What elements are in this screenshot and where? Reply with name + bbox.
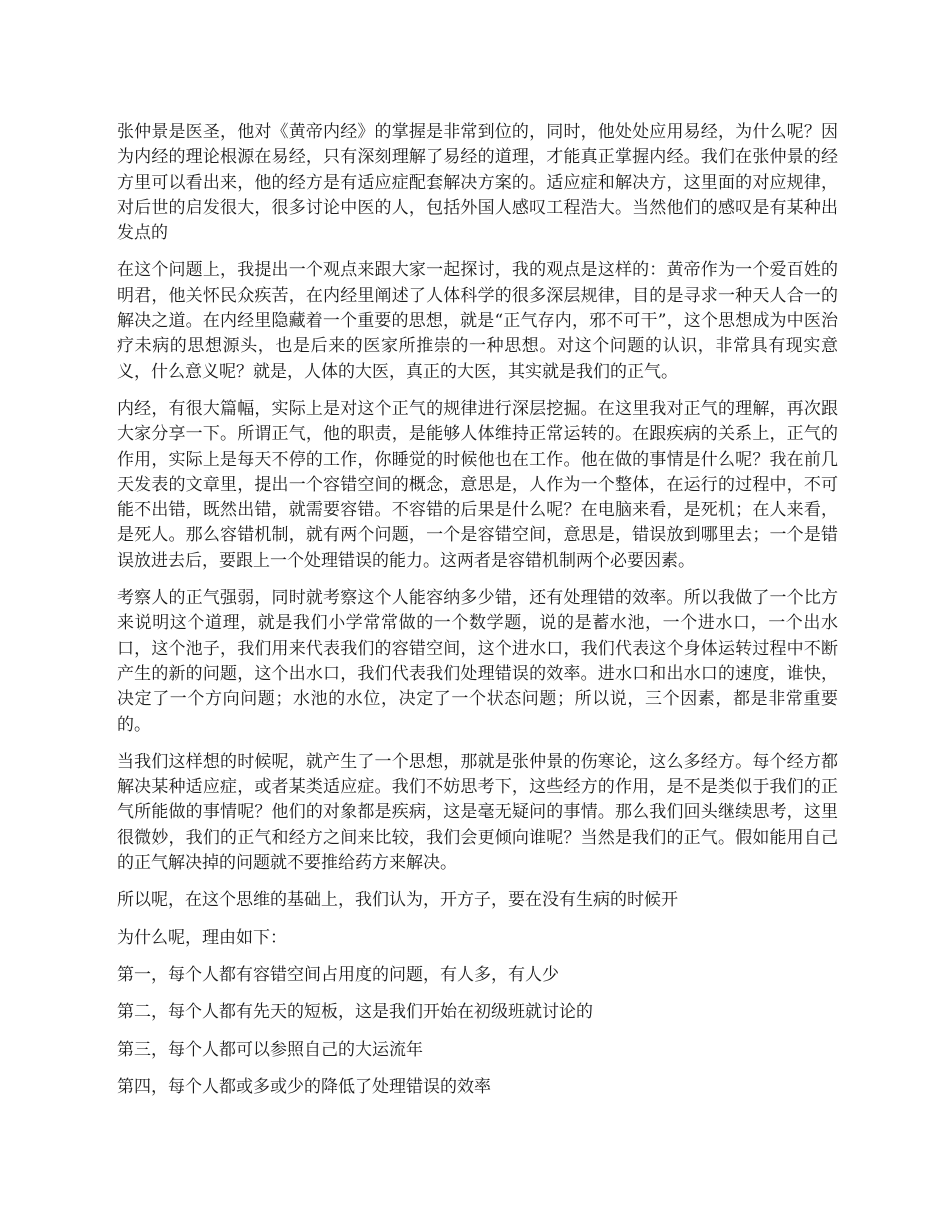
list-item-4: 第四，每个人都或多或少的降低了处理错误的效率 xyxy=(117,1076,491,1097)
list-item-1: 第一，每个人都有容错空间占用度的问题，有人多，有人少 xyxy=(117,964,559,985)
list-item-2: 第二，每个人都有先天的短板，这是我们开始在初级班就讨论的 xyxy=(117,1002,593,1023)
paragraph-4: 考察人的正气强弱，同时就考察这个人能容纳多少错，还有处理错的效率。所以我做了一个比方来说明这个道理，就是我们小学常常做的一个数学题，说的是蓄水池，一个进水口，一个出水口，这个池子，我们用来代表我们的容错空间，这个进水口，我们代表这个身体运转过程中不断产生的新的问题，这个出水口，我们代表我们处理错误的效率。进水口和出水口的速度，谁快，决定了一个方向问题；水池的水位，决定了一个状态问题；所以说，三个因素，都是非常重要的。 xyxy=(117,588,838,735)
list-item-3: 第三，每个人都可以参照自己的大运流年 xyxy=(117,1039,423,1060)
paragraph-5: 当我们这样想的时候呢，就产生了一个思想，那就是张仲景的伤寒论，这么多经方。每个经方都解决某种适应症，或者某类适应症。我们不妨思考下，这些经方的作用，是不是类似于我们的正气所能做的事情呢？他们的对象都是疾病，这是毫无疑问的事情。那么我们回头继续思考，这里很微妙，我们的正气和经方之间来比较，我们会更倾向谁呢？当然是我们的正气。假如能用自己的正气解决掉的问题就不要推给药方来解决。 xyxy=(117,751,838,874)
paragraph-1: 张仲景是医圣，他对《黄帝内经》的掌握是非常到位的，同时，他处处应用易经，为什么呢？因为内经的理论根源在易经，只有深刻理解了易经的道理，才能真正掌握内经。我们在张仲景的经方里可以看出来，他的经方是有适应症配套解决方案的。适应症和解决方，这里面的对应规律，对后世的启发很大，很多讨论中医的人，包括外国人感叹工程浩大。当然他们的感叹是有某种出发点的 xyxy=(117,122,838,244)
paragraph-2: 在这个问题上，我提出一个观点来跟大家一起探讨，我的观点是这样的：黄帝作为一个爱百姓的明君，他关怀民众疾苦，在内经里阐述了人体科学的很多深层规律，目的是寻求一种天人合一的解决之道。在内经里隐藏着一个重要的思想，就是“正气存内，邪不可干”，这个思想成为中医治疗未病的思想源头，也是后来的医家所推崇的一种思想。对这个问题的认识，非常具有现实意义，什么意义呢？就是，人体的大医，真正的大医，其实就是我们的正气。 xyxy=(117,260,838,382)
paragraph-6: 所以呢，在这个思维的基础上，我们认为，开方子，要在没有生病的时候开 xyxy=(117,890,678,911)
document-body xyxy=(117,120,838,1112)
paragraph-3: 内经，有很大篇幅，实际上是对这个正气的规律进行深层挖掘。在这里我对正气的理解，再次跟大家分享一下。所谓正气，他的职责，是能够人体维持正常运转的。在跟疾病的关系上，正气的作用，实际上是每天不停的工作，你睡觉的时候他也在工作。他在做的事情是什么呢？我在前几天发表的文章里，提出一个容错空间的概念，意思是，人作为一个整体，在运行的过程中，不可能不出错，既然出错，就需要容错。不容错的后果是什么呢？在电脑来看，是死机；在人来看，是死人。那么容错机制，就有两个问题，一个是容错空间，意思是，错误放到哪里去；一个是错误放进去后，要跟上一个处理错误的能力。这两者是容错机制两个必要因素。 xyxy=(117,398,838,571)
paragraph-7: 为什么呢，理由如下： xyxy=(117,927,287,948)
